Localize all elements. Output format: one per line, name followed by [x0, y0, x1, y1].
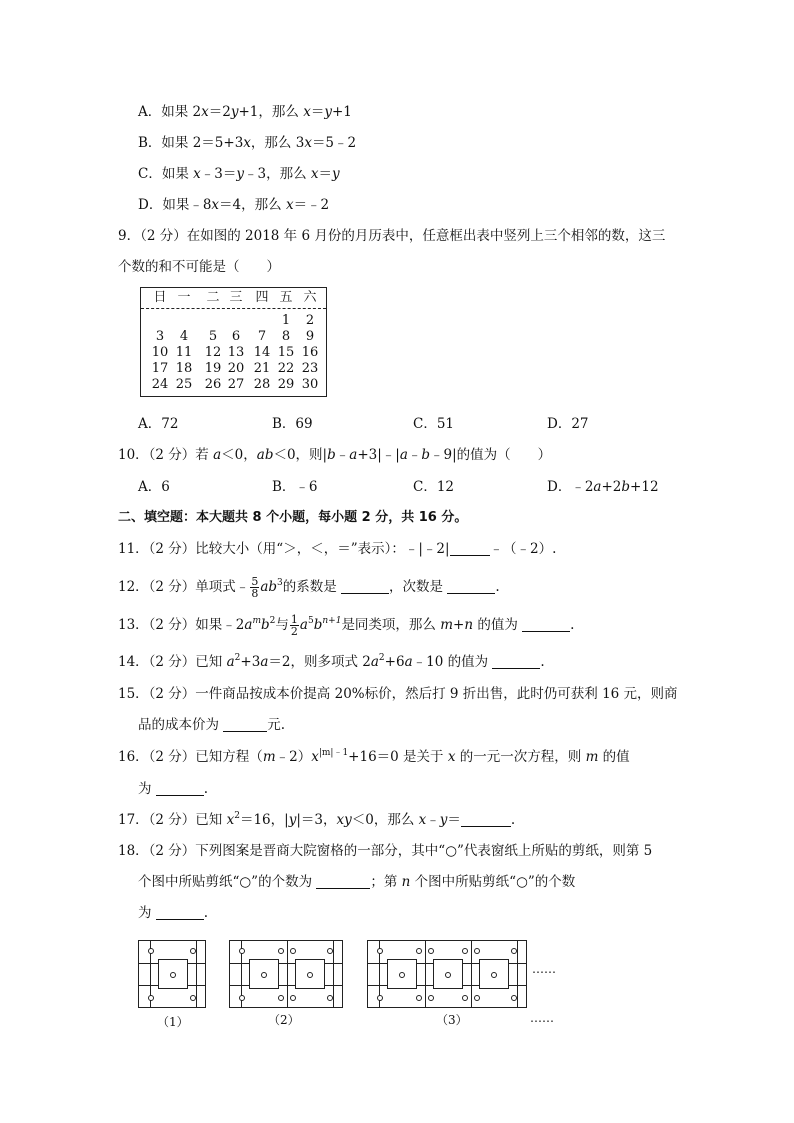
paper-cut-circle — [307, 972, 313, 978]
q8-option-b: B．如果 2＝5+3x，那么 3x＝5﹣2 — [138, 135, 357, 151]
calendar-day: 9 — [305, 329, 315, 344]
calendar-day: 18 — [175, 361, 193, 376]
paper-cut-circle — [511, 995, 517, 1001]
paper-cut-circle — [239, 995, 245, 1001]
q18-text-line2: 个图中所贴剪纸“○”的个数为 ；第 n 个图中所贴剪纸“○”的个数 — [138, 874, 576, 890]
paper-cut-circle — [428, 948, 434, 954]
calendar-day: 14 — [253, 345, 271, 360]
calendar-day: 12 — [204, 345, 222, 360]
paper-cut-circle — [462, 995, 468, 1001]
paper-cut-circle — [278, 948, 284, 954]
q14-text: 14．（2 分）已知 $a^2+3a=2$，则多项式 $2a^2+6a﹣10$ 的值为 . — [118, 653, 545, 670]
section-heading: 二、填空题：本大题共 8 个小题，每小题 2 分，共 16 分。 — [118, 510, 468, 525]
q9-text-line1: 9．（2 分）在如图的 2018 年 6 月份的月历表中，任意框出表中竖列上三个相邻的数，这三 — [118, 228, 666, 244]
calendar-day: 23 — [301, 361, 319, 376]
calendar-day: 30 — [301, 377, 319, 392]
calendar-day: 2 — [305, 313, 315, 328]
figure-caption-1: （1） — [157, 1015, 189, 1029]
calendar-day: 22 — [277, 361, 295, 376]
q18-text-line3: 为 . — [138, 905, 209, 921]
q17-blank[interactable] — [461, 812, 511, 827]
q9-text-line2: 个数的和不可能是（ ） — [118, 259, 280, 275]
paper-cut-circle — [261, 972, 267, 978]
calendar-day: 29 — [277, 377, 295, 392]
calendar-weekday: 一 — [177, 290, 191, 305]
q10-option-d: D．﹣2a+2b+12 — [547, 479, 659, 495]
q12-blank-degree[interactable] — [447, 579, 495, 594]
q8-option-c: C．如果 x﹣3＝y﹣3，那么 x＝y — [138, 166, 340, 182]
figure-ellipsis-2: …… — [530, 1011, 554, 1025]
calendar-day: 26 — [204, 377, 222, 392]
q14-blank[interactable] — [492, 654, 540, 669]
q13-fraction: $\frac{1}{2}$ — [290, 613, 298, 638]
q9-option-d: D．27 — [547, 416, 589, 432]
figure-caption-3: （3） — [436, 1013, 468, 1027]
calendar-day: 17 — [151, 361, 169, 376]
calendar-day: 3 — [155, 329, 165, 344]
q9-option-b: B．69 — [272, 416, 313, 432]
calendar-table — [140, 287, 327, 397]
window-pattern-figure — [138, 940, 206, 1008]
q16-text-line1: 16．（2 分）已知方程$(m﹣2)x^{|m|﹣1}+16=0$ 是关于 x 的一元一次方程，则 m 的值 — [118, 748, 630, 765]
calendar-day: 7 — [257, 329, 267, 344]
paper-cut-circle — [377, 995, 383, 1001]
calendar-day: 6 — [231, 329, 241, 344]
calendar-day: 8 — [281, 329, 291, 344]
calendar-day: 21 — [253, 361, 271, 376]
paper-cut-circle — [399, 972, 405, 978]
paper-cut-circle — [327, 995, 333, 1001]
q17-text: 17．（2 分）已知 $x^2=16$，|y|＝3，xy＜0，那么 x﹣y＝ . — [118, 811, 516, 828]
q15-text-line1: 15．（2 分）一件商品按成本价提高 20%标价，然后打 9 折出售，此时仍可获利 16 元，则商 — [118, 686, 678, 702]
q11-text: 11．（2 分）比较大小（用“＞，＜，＝”表示）：﹣|﹣2| ﹣（﹣2）. — [118, 541, 557, 557]
q12-fraction: $\frac{5}{8}$ — [251, 575, 259, 600]
paper-cut-circle — [491, 972, 497, 978]
q9-option-c: C．51 — [413, 416, 455, 432]
q10-option-b: B．﹣6 — [272, 479, 318, 495]
calendar-weekday: 二 — [206, 290, 220, 305]
q12-blank-coefficient[interactable] — [341, 579, 389, 594]
calendar-weekday: 四 — [255, 290, 269, 305]
calendar-weekday: 日 — [153, 290, 167, 305]
calendar-day: 13 — [227, 345, 245, 360]
calendar-day: 5 — [208, 329, 218, 344]
window-pattern-figure — [229, 940, 343, 1008]
paper-cut-circle — [290, 995, 296, 1001]
paper-cut-circle — [170, 972, 176, 978]
q18-text-line1: 18．（2 分）下列图案是晋商大院窗格的一部分，其中“○”代表窗纸上所贴的剪纸，则第 5 — [118, 843, 653, 859]
q13-blank[interactable] — [522, 617, 570, 632]
paper-cut-circle — [190, 995, 196, 1001]
paper-cut-circle — [445, 972, 451, 978]
paper-cut-circle — [148, 948, 154, 954]
paper-cut-circle — [474, 948, 480, 954]
q10-text: 10．（2 分）若 a＜0，ab＜0，则|b﹣a+3|﹣|a﹣b﹣9|的值为（ ） — [118, 447, 552, 463]
paper-cut-circle — [416, 995, 422, 1001]
calendar-weekday: 五 — [279, 290, 293, 305]
q9-option-a: A．72 — [138, 416, 179, 432]
q11-blank[interactable] — [450, 541, 490, 556]
q13-text: 13．（2 分）如果$﹣2a^mb^2$与 $\frac{1}{2}$ $a^5b^{n+1}$是同类项，那么 m+n 的值为 . — [118, 613, 575, 638]
q10-option-a: A．6 — [138, 479, 170, 495]
calendar-day: 28 — [253, 377, 271, 392]
calendar-day: 4 — [179, 329, 189, 344]
q18-blank-nth[interactable] — [156, 905, 204, 920]
paper-cut-circle — [290, 948, 296, 954]
calendar-day: 16 — [301, 345, 319, 360]
paper-cut-circle — [416, 948, 422, 954]
calendar-divider — [141, 308, 326, 309]
calendar-day: 10 — [151, 345, 169, 360]
paper-cut-circle — [190, 948, 196, 954]
q15-text-line2: 品的成本价为 元. — [138, 717, 286, 733]
paper-cut-circle — [327, 948, 333, 954]
q8-option-a: A．如果 2x＝2y+1，那么 x＝y+1 — [138, 104, 352, 120]
calendar-weekday: 六 — [303, 290, 317, 305]
paper-cut-circle — [377, 948, 383, 954]
calendar-day: 15 — [277, 345, 295, 360]
paper-cut-circle — [278, 995, 284, 1001]
calendar-weekday: 三 — [229, 290, 243, 305]
calendar-day: 11 — [175, 345, 193, 360]
q12-text: 12．（2 分）单项式﹣ $\frac{5}{8}$ $ab^3$的系数是 ，次数是 . — [118, 575, 500, 600]
q16-text-line2: 为 . — [138, 781, 209, 797]
calendar-day: 20 — [227, 361, 245, 376]
figure-caption-2: （2） — [268, 1013, 300, 1027]
calendar-day: 19 — [204, 361, 222, 376]
window-pattern-figure — [367, 940, 527, 1008]
paper-cut-circle — [462, 948, 468, 954]
figure-ellipsis-1: …… — [532, 962, 556, 976]
calendar-day: 24 — [151, 377, 169, 392]
calendar-day: 27 — [227, 377, 245, 392]
calendar-day: 25 — [175, 377, 193, 392]
paper-cut-circle — [148, 995, 154, 1001]
paper-cut-circle — [511, 948, 517, 954]
q16-blank[interactable] — [156, 781, 204, 796]
q8-option-d: D．如果﹣8x＝4，那么 x＝﹣2 — [138, 197, 330, 213]
paper-cut-circle — [428, 995, 434, 1001]
q10-option-c: C．12 — [413, 479, 455, 495]
paper-cut-circle — [474, 995, 480, 1001]
q15-blank[interactable] — [223, 717, 267, 732]
calendar-day: 1 — [281, 313, 291, 328]
q18-blank-fifth[interactable] — [316, 874, 370, 889]
paper-cut-circle — [239, 948, 245, 954]
